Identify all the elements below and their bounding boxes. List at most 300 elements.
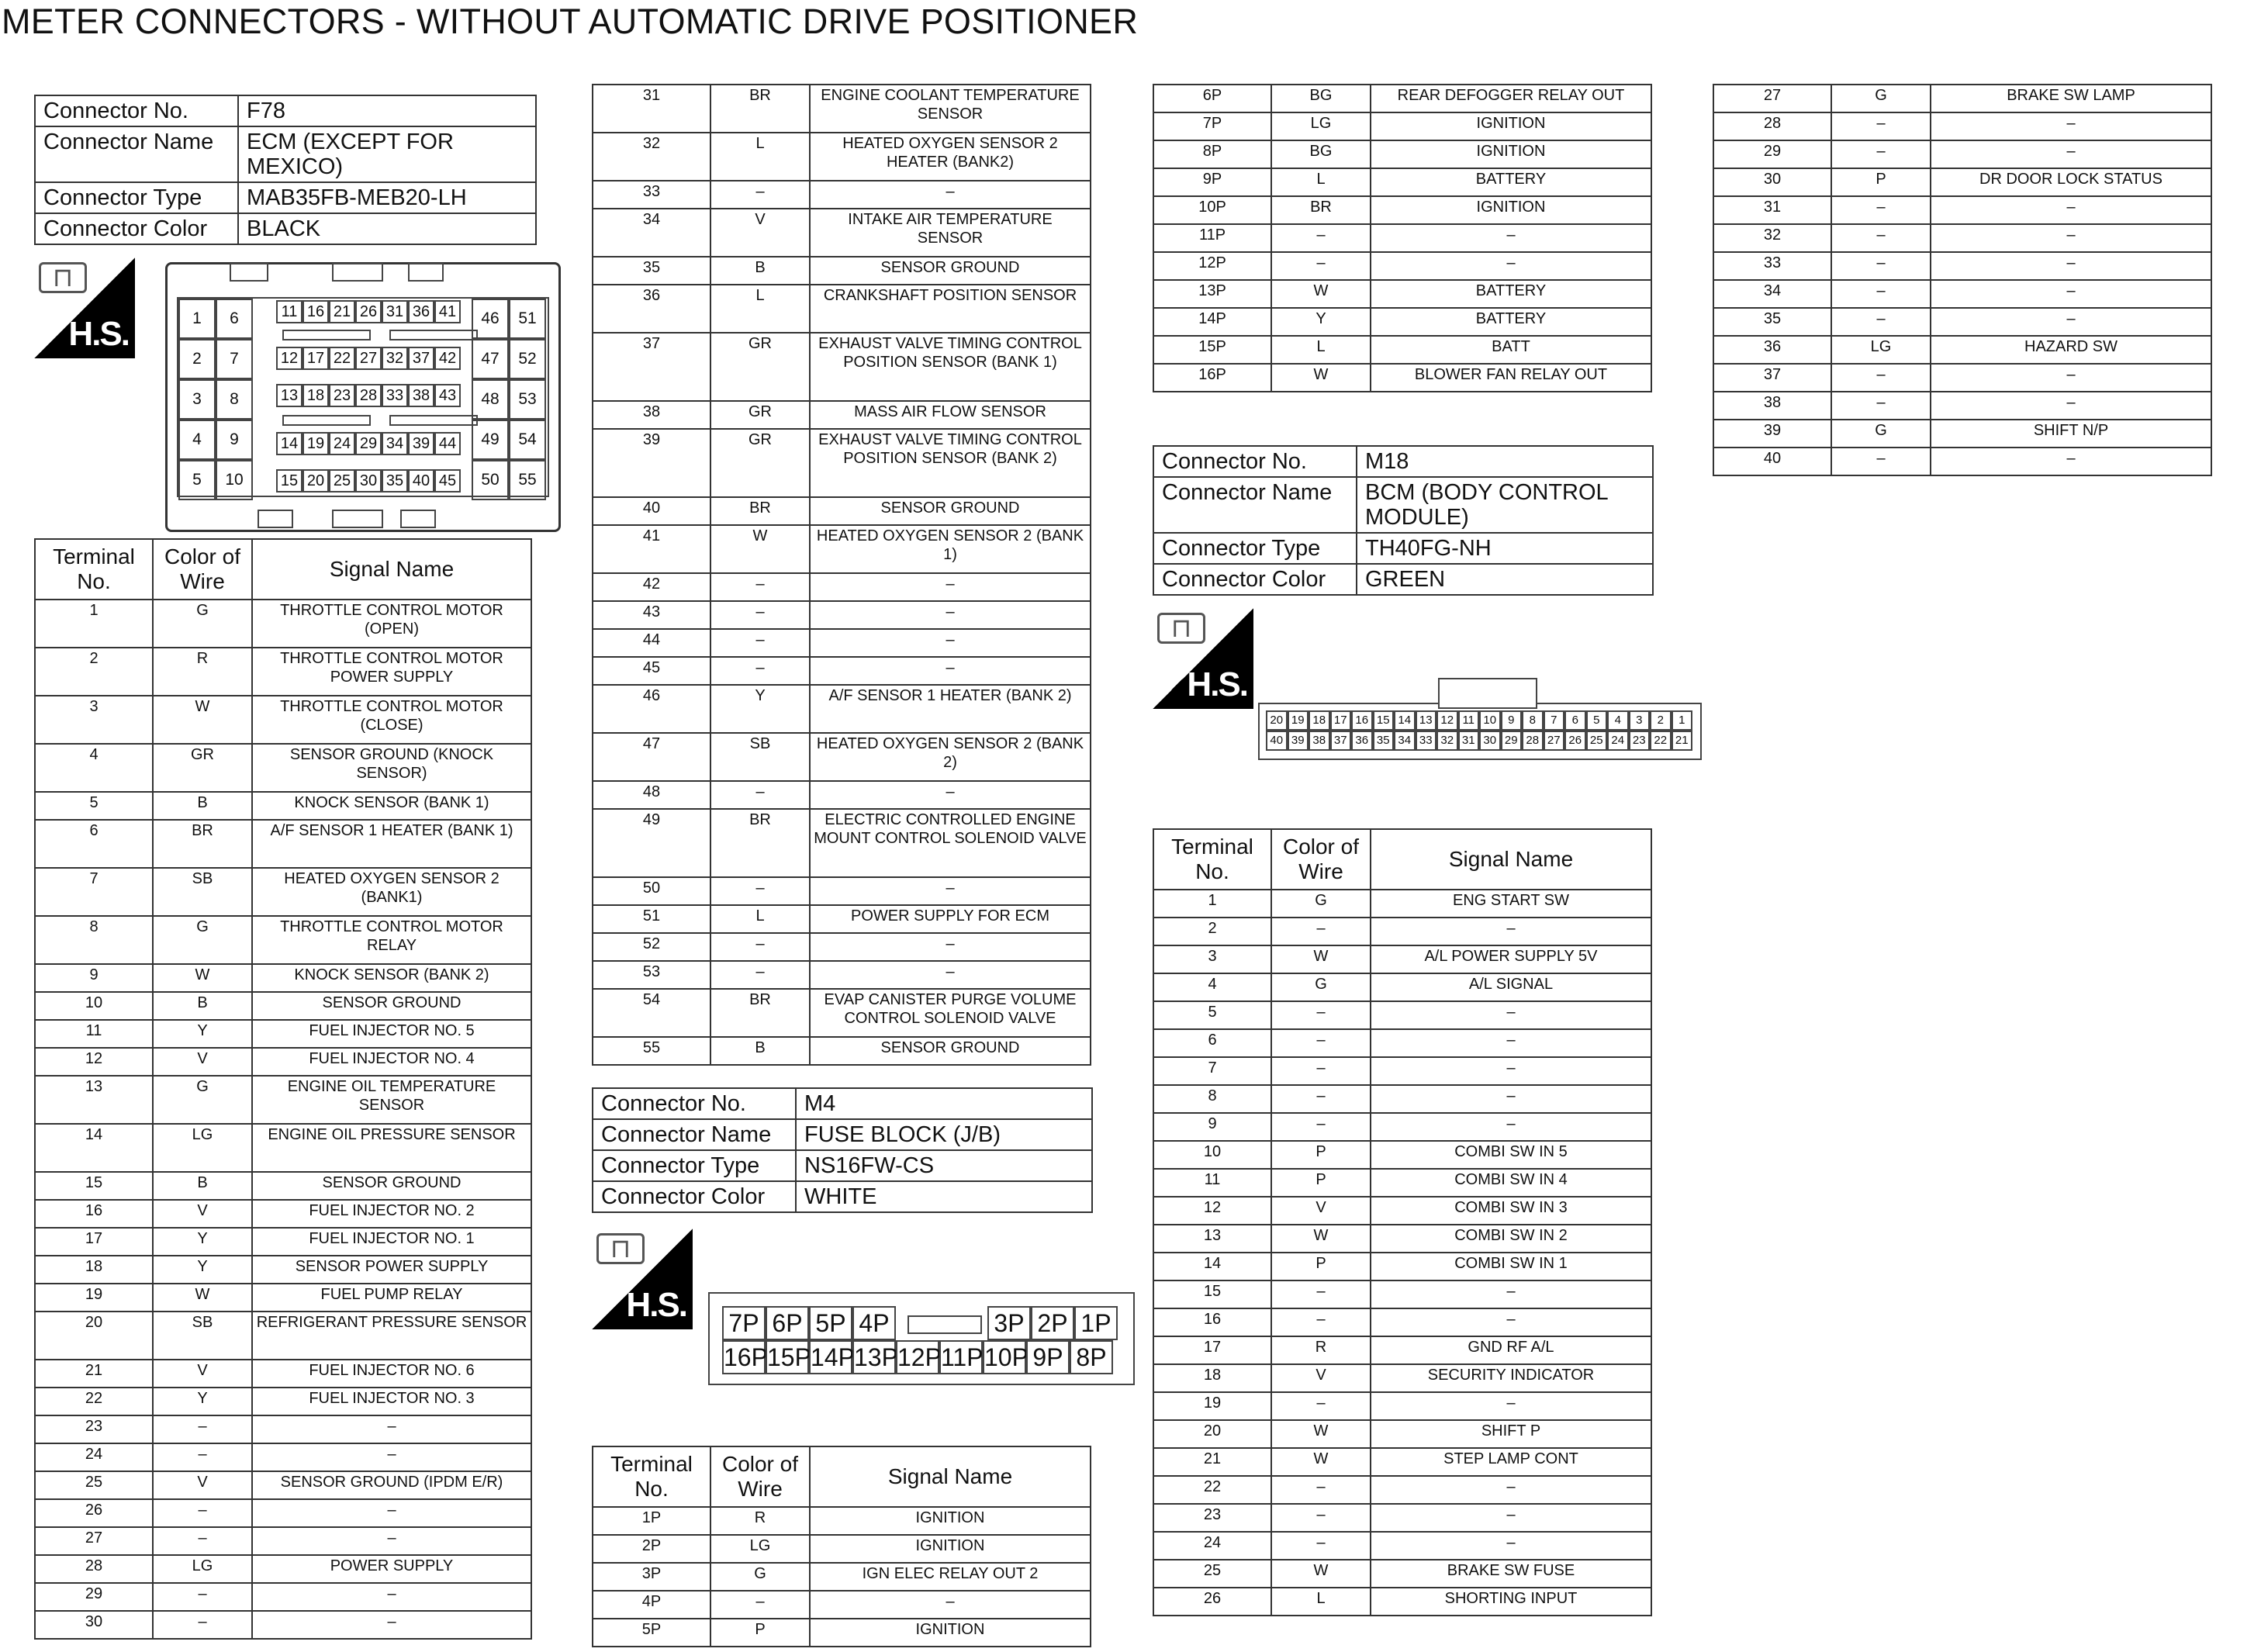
wire-color-cell: – (1271, 1532, 1371, 1560)
terminal-no-cell: 35 (593, 257, 710, 285)
signal-name-cell: – (810, 573, 1091, 601)
wire-color-cell: G (153, 600, 252, 648)
wire-color-cell: – (153, 1415, 252, 1443)
terminal-no-cell: 4 (35, 744, 153, 792)
wire-color-cell: R (153, 648, 252, 696)
page-title: METER CONNECTORS - WITHOUT AUTOMATIC DRIVE POSITIONER (2, 2, 1139, 41)
wire-color-cell: – (1831, 308, 1931, 336)
header-color: Color of Wire (153, 539, 252, 600)
connector-pin: 39 (1288, 731, 1309, 751)
signal-name-cell: SENSOR GROUND (KNOCK SENSOR) (252, 744, 531, 792)
table-row (593, 629, 1091, 657)
m4-info-table: Connector No. M4 Connector Name FUSE BLOCK (J/B) Connector Type NS16FW-CS Connector Color WHITE (592, 1087, 1093, 1213)
terminal-no-cell: 19 (35, 1284, 153, 1312)
wire-color-cell: B (153, 1172, 252, 1200)
signal-name-cell: EXHAUST VALVE TIMING CONTROL POSITION SENSOR (BANK 1) (810, 333, 1091, 401)
wire-color-cell: L (710, 285, 810, 333)
signal-name-cell: THROTTLE CONTROL MOTOR RELAY (252, 916, 531, 964)
signal-name-cell: INTAKE AIR TEMPERATURE SENSOR (810, 209, 1091, 257)
m18-connector-type: TH40FG-NH (1357, 533, 1653, 564)
wire-color-cell: G (1831, 85, 1931, 112)
connector-pin: 55 (509, 460, 546, 500)
wire-color-cell: – (710, 1591, 810, 1619)
table-row (1153, 1448, 1651, 1476)
terminal-no-cell: 28 (1713, 112, 1831, 140)
terminal-no-cell: 15 (1153, 1280, 1271, 1308)
signal-name-cell: – (1931, 140, 2211, 168)
connector-pin: 10P (983, 1340, 1026, 1374)
table-row (1153, 1113, 1651, 1141)
table-row (35, 1076, 531, 1124)
wire-color-cell: SB (710, 733, 810, 781)
wire-color-cell: LG (710, 1535, 810, 1563)
terminal-no-cell: 6 (1153, 1029, 1271, 1057)
table-row (1713, 364, 2211, 392)
wire-color-cell: – (1271, 1029, 1371, 1057)
table-row (1153, 918, 1651, 945)
wire-color-cell: – (1831, 280, 1931, 308)
signal-name-cell: – (1371, 1308, 1651, 1336)
terminal-no-cell: 33 (593, 181, 710, 209)
signal-name-cell: – (252, 1527, 531, 1555)
signal-name-cell: THROTTLE CONTROL MOTOR (CLOSE) (252, 696, 531, 744)
connector-pin: 2 (1650, 710, 1672, 731)
signal-name-cell: HEATED OXYGEN SENSOR 2 (BANK 2) (810, 733, 1091, 781)
terminal-no-cell: 34 (593, 209, 710, 257)
terminal-no-cell: 6P (1153, 85, 1271, 112)
connector-pin: 11 (1458, 710, 1480, 731)
connector-pin: 8 (216, 379, 253, 420)
connector-pin: 25 (329, 469, 355, 492)
wire-color-cell: GR (710, 429, 810, 497)
terminal-no-cell: 9 (35, 964, 153, 992)
wire-color-cell: LG (153, 1555, 252, 1583)
connector-pin: 13P (852, 1340, 896, 1374)
connector-key (282, 330, 371, 340)
signal-name-cell: – (1371, 1029, 1651, 1057)
connector-pin: 14 (1394, 710, 1416, 731)
table-row (1713, 224, 2211, 252)
connector-pin: 19 (303, 432, 329, 455)
connector-pin: 31 (382, 300, 408, 323)
wire-color-cell: Y (153, 1256, 252, 1284)
connector-pin: 27 (1544, 731, 1565, 751)
f78-connector-type: MAB35FB-MEB20-LH (238, 182, 536, 213)
connector-pin: 49 (472, 420, 509, 460)
terminal-no-cell: 17 (35, 1228, 153, 1256)
signal-name-cell: SENSOR POWER SUPPLY (252, 1256, 531, 1284)
table-row (1153, 1588, 1651, 1616)
connector-pin: 15P (766, 1340, 809, 1374)
wire-color-cell: G (1271, 973, 1371, 1001)
terminal-no-cell: 15P (1153, 336, 1271, 364)
wire-color-cell: B (153, 992, 252, 1020)
wire-color-cell: L (1271, 336, 1371, 364)
connector-pin: 24 (1607, 731, 1629, 751)
connector-pin: 23 (1629, 731, 1651, 751)
table-row (35, 1611, 531, 1639)
connector-pin: 37 (408, 347, 434, 370)
signal-name-cell: POWER SUPPLY FOR ECM (810, 905, 1091, 933)
terminal-no-cell: 37 (1713, 364, 1831, 392)
signal-name-cell: – (1371, 1392, 1651, 1420)
table-row (593, 209, 1091, 257)
terminal-no-cell: 10P (1153, 196, 1271, 224)
wire-color-cell: G (1831, 420, 1931, 448)
wire-color-cell: V (153, 1360, 252, 1388)
wire-color-cell: GR (153, 744, 252, 792)
terminal-no-cell: 9P (1153, 168, 1271, 196)
signal-name-cell: – (1371, 1113, 1651, 1141)
terminal-no-cell: 35 (1713, 308, 1831, 336)
signal-name-cell: KNOCK SENSOR (BANK 2) (252, 964, 531, 992)
terminal-no-cell: 11P (1153, 224, 1271, 252)
connector-pin: 38 (1309, 731, 1330, 751)
connector-pin: 21 (1672, 731, 1693, 751)
terminal-no-cell: 8 (35, 916, 153, 964)
signal-name-cell: FUEL INJECTOR NO. 5 (252, 1020, 531, 1048)
connector-pin: 28 (355, 384, 382, 407)
connector-pin: 12P (896, 1340, 939, 1374)
terminal-no-cell: 8P (1153, 140, 1271, 168)
table-row (35, 1020, 531, 1048)
wire-color-cell: G (710, 1563, 810, 1591)
signal-name-cell: HEATED OXYGEN SENSOR 2 HEATER (BANK2) (810, 133, 1091, 181)
table-row (1153, 85, 1651, 112)
wire-color-cell: – (153, 1443, 252, 1471)
terminal-no-cell: 5 (1153, 1001, 1271, 1029)
wire-color-cell: – (710, 573, 810, 601)
terminal-no-cell: 27 (1713, 85, 1831, 112)
wire-color-cell: – (1831, 364, 1931, 392)
table-row (35, 1583, 531, 1611)
table-row (35, 1499, 531, 1527)
signal-name-cell: ENG START SW (1371, 890, 1651, 918)
table-row (1153, 1197, 1651, 1225)
wire-color-cell: – (1271, 1504, 1371, 1532)
connector-pin: 38 (408, 384, 434, 407)
terminal-no-cell: 11 (35, 1020, 153, 1048)
signal-name-cell: – (810, 657, 1091, 685)
signal-name-cell: REAR DEFOGGER RELAY OUT (1371, 85, 1651, 112)
terminal-no-cell: 16 (35, 1200, 153, 1228)
terminal-no-cell: 13 (1153, 1225, 1271, 1253)
connector-pin: 19 (1288, 710, 1309, 731)
f78-connector-name: ECM (EXCEPT FOR MEXICO) (238, 126, 536, 182)
terminal-no-cell: 26 (35, 1499, 153, 1527)
connector-pin: 29 (355, 432, 382, 455)
m4-connector-color: WHITE (796, 1181, 1092, 1212)
m18-info-table: Connector No. M18 Connector Name BCM (BODY CONTROL MODULE) Connector Type TH40FG-NH Connector Color GREEN (1153, 445, 1654, 596)
connector-pin: 1 (1672, 710, 1693, 731)
signal-name-cell: – (1931, 112, 2211, 140)
terminal-no-cell: 17 (1153, 1336, 1271, 1364)
table-row (1153, 224, 1651, 252)
wire-color-cell: LG (1271, 112, 1371, 140)
table-row (593, 989, 1091, 1037)
signal-name-cell: SECURITY INDICATOR (1371, 1364, 1651, 1392)
terminal-no-cell: 38 (1713, 392, 1831, 420)
connector-pin: 41 (434, 300, 461, 323)
wire-color-cell: R (710, 1507, 810, 1535)
wire-color-cell: SB (153, 1312, 252, 1360)
connector-pin: 20 (1266, 710, 1288, 731)
connector-pin: 51 (509, 299, 546, 339)
wire-color-cell: GR (710, 401, 810, 429)
signal-name-cell: A/F SENSOR 1 HEATER (BANK 2) (810, 685, 1091, 733)
terminal-no-cell: 54 (593, 989, 710, 1037)
f78-terminal-table (34, 538, 532, 1640)
signal-name-cell: FUEL INJECTOR NO. 6 (252, 1360, 531, 1388)
connector-pin: 9 (216, 420, 253, 460)
f78-connector-color: BLACK (238, 213, 536, 244)
table-row (35, 1256, 531, 1284)
wire-color-cell: V (153, 1471, 252, 1499)
table-row (593, 1591, 1091, 1619)
connector-pin: 5 (1586, 710, 1608, 731)
signal-name-cell: – (1371, 918, 1651, 945)
signal-name-cell: – (810, 181, 1091, 209)
terminal-no-cell: 42 (593, 573, 710, 601)
wire-color-cell: W (1271, 1420, 1371, 1448)
signal-name-cell: BATT (1371, 336, 1651, 364)
connector-pin: 22 (329, 347, 355, 370)
wire-color-cell: Y (710, 685, 810, 733)
terminal-no-cell: 41 (593, 525, 710, 573)
wire-color-cell: BG (1271, 140, 1371, 168)
signal-name-cell: – (1931, 252, 2211, 280)
table-row (593, 333, 1091, 401)
connector-pin: 33 (382, 384, 408, 407)
terminal-no-cell: 28 (35, 1555, 153, 1583)
table-row (1713, 336, 2211, 364)
wire-color-cell: – (1271, 1308, 1371, 1336)
wire-color-cell: R (1271, 1336, 1371, 1364)
signal-name-cell: IGNITION (810, 1619, 1091, 1647)
signal-name-cell: BATTERY (1371, 168, 1651, 196)
terminal-no-cell: 23 (1153, 1504, 1271, 1532)
connector-key (389, 330, 478, 340)
connector-pin: 40 (408, 469, 434, 492)
connector-pin: 15 (1373, 710, 1395, 731)
wire-color-cell: W (1271, 945, 1371, 973)
table-row (1153, 168, 1651, 196)
connector-pin: 2P (1031, 1306, 1074, 1340)
connector-pin: 17 (303, 347, 329, 370)
connector-pin: 13 (276, 384, 303, 407)
terminal-no-cell: 36 (1713, 336, 1831, 364)
wire-color-cell: L (1271, 168, 1371, 196)
connector-pin: 18 (303, 384, 329, 407)
connector-latch (332, 263, 383, 282)
table-row (593, 181, 1091, 209)
table-row (593, 1619, 1091, 1647)
table-row (1713, 85, 2211, 112)
wire-color-cell: BR (1271, 196, 1371, 224)
table-row (1153, 1057, 1651, 1085)
connector-pin: 3 (1629, 710, 1651, 731)
signal-name-cell: COMBI SW IN 4 (1371, 1169, 1651, 1197)
table-row (593, 497, 1091, 525)
wire-color-cell: – (1831, 112, 1931, 140)
f78-connector-no: F78 (238, 95, 536, 126)
signal-name-cell: IGNITION (810, 1535, 1091, 1563)
connector-pin: 39 (408, 432, 434, 455)
table-row (35, 600, 531, 648)
table-row (593, 1037, 1091, 1065)
wire-color-cell: – (710, 657, 810, 685)
connector-pin: 15 (276, 469, 303, 492)
wire-color-cell: – (1271, 252, 1371, 280)
terminal-no-cell: 14P (1153, 308, 1271, 336)
label-connector-type: Connector Type (35, 182, 238, 213)
signal-name-cell: ELECTRIC CONTROLLED ENGINE MOUNT CONTROL SOLENOID VALVE (810, 809, 1091, 877)
connector-pin: 17 (1330, 710, 1352, 731)
connector-pin: 14 (276, 432, 303, 455)
signal-name-cell: – (1371, 1532, 1651, 1560)
wire-color-cell: Y (153, 1020, 252, 1048)
hs-harness-side-icon: ⊓ H.S. (592, 1229, 693, 1329)
signal-name-cell: – (252, 1443, 531, 1471)
connector-pin: 27 (355, 347, 382, 370)
signal-name-cell: KNOCK SENSOR (BANK 1) (252, 792, 531, 820)
terminal-no-cell: 3P (593, 1563, 710, 1591)
table-row (1153, 973, 1651, 1001)
connector-pin: 42 (434, 347, 461, 370)
signal-name-cell: BRAKE SW LAMP (1931, 85, 2211, 112)
m4-terminal-table-continued (1153, 84, 1652, 392)
signal-name-cell: THROTTLE CONTROL MOTOR POWER SUPPLY (252, 648, 531, 696)
terminal-no-cell: 21 (1153, 1448, 1271, 1476)
signal-name-cell: BATTERY (1371, 280, 1651, 308)
connector-pin: 36 (408, 300, 434, 323)
wire-color-cell: – (710, 961, 810, 989)
signal-name-cell: SHORTING INPUT (1371, 1588, 1651, 1616)
signal-name-cell: MASS AIR FLOW SENSOR (810, 401, 1091, 429)
terminal-no-cell: 14 (35, 1124, 153, 1172)
m18-connector-diagram (1258, 703, 1702, 760)
signal-name-cell: – (1371, 1504, 1651, 1532)
terminal-no-cell: 40 (1713, 448, 1831, 475)
connector-pin: 20 (303, 469, 329, 492)
wire-color-cell: – (1831, 140, 1931, 168)
wire-color-cell: V (1271, 1197, 1371, 1225)
terminal-no-cell: 25 (1153, 1560, 1271, 1588)
signal-name-cell: COMBI SW IN 1 (1371, 1253, 1651, 1280)
wire-color-cell: V (1271, 1364, 1371, 1392)
wire-color-cell: – (153, 1527, 252, 1555)
terminal-no-cell: 25 (35, 1471, 153, 1499)
wire-color-cell: L (710, 905, 810, 933)
table-row (35, 696, 531, 744)
m18-connector-name: BCM (BODY CONTROL MODULE) (1357, 477, 1653, 533)
table-row (593, 285, 1091, 333)
table-row (35, 868, 531, 916)
signal-name-cell: – (252, 1499, 531, 1527)
wire-color-cell: P (1271, 1169, 1371, 1197)
signal-name-cell: DR DOOR LOCK STATUS (1931, 168, 2211, 196)
terminal-no-cell: 31 (593, 85, 710, 133)
signal-name-cell: A/L SIGNAL (1371, 973, 1651, 1001)
signal-name-cell: ENGINE OIL TEMPERATURE SENSOR (252, 1076, 531, 1124)
terminal-no-cell: 27 (35, 1527, 153, 1555)
connector-pin: 4 (1607, 710, 1629, 731)
wire-color-cell: BG (1271, 85, 1371, 112)
terminal-no-cell: 8 (1153, 1085, 1271, 1113)
connector-pin: 1 (178, 299, 216, 339)
table-row (35, 1471, 531, 1499)
connector-pin: 3 (178, 379, 216, 420)
table-row (1713, 112, 2211, 140)
terminal-no-cell: 22 (35, 1388, 153, 1415)
f78-info-table (34, 95, 537, 245)
wire-color-cell: P (1831, 168, 1931, 196)
wire-color-cell: G (1271, 890, 1371, 918)
wire-color-cell: – (1271, 1476, 1371, 1504)
signal-name-cell: – (252, 1583, 531, 1611)
terminal-no-cell: 12P (1153, 252, 1271, 280)
connector-pin: 7P (722, 1306, 766, 1340)
table-row (593, 781, 1091, 809)
connector-pin: 12 (276, 347, 303, 370)
connector-pin: 34 (1394, 731, 1416, 751)
terminal-no-cell: 29 (1713, 140, 1831, 168)
signal-name-cell: COMBI SW IN 5 (1371, 1141, 1651, 1169)
signal-name-cell: THROTTLE CONTROL MOTOR (OPEN) (252, 600, 531, 648)
connector-pin: 50 (472, 460, 509, 500)
table-row (35, 916, 531, 964)
signal-name-cell: ENGINE OIL PRESSURE SENSOR (252, 1124, 531, 1172)
wire-color-cell: G (153, 1076, 252, 1124)
connector-latch (408, 263, 444, 282)
signal-name-cell: – (1931, 224, 2211, 252)
label-connector-no: Connector No. (35, 95, 238, 126)
table-row (1713, 252, 2211, 280)
signal-name-cell: EVAP CANISTER PURGE VOLUME CONTROL SOLENOID VALVE (810, 989, 1091, 1037)
terminal-no-cell: 10 (35, 992, 153, 1020)
connector-pin: 6 (216, 299, 253, 339)
connector-pin: 25 (1586, 731, 1608, 751)
connector-key (389, 415, 478, 426)
wire-color-cell: – (710, 629, 810, 657)
connector-pin: 3P (987, 1306, 1031, 1340)
connector-pin: 32 (1436, 731, 1458, 751)
connector-pin: 5P (809, 1306, 852, 1340)
connector-housing (177, 297, 549, 497)
wire-color-cell: BR (710, 989, 810, 1037)
signal-name-cell: SHIFT N/P (1931, 420, 2211, 448)
wire-color-cell: W (710, 525, 810, 573)
wire-color-cell: BR (710, 809, 810, 877)
signal-name-cell: REFRIGERANT PRESSURE SENSOR (252, 1312, 531, 1360)
wire-color-cell: Y (1271, 308, 1371, 336)
table-row (1153, 1169, 1651, 1197)
wire-color-cell: P (1271, 1141, 1371, 1169)
signal-name-cell: SENSOR GROUND (810, 497, 1091, 525)
signal-name-cell: FUEL INJECTOR NO. 4 (252, 1048, 531, 1076)
table-row (35, 648, 531, 696)
connector-pin: 16 (303, 300, 329, 323)
connector-icon: ⊓ (1157, 613, 1205, 644)
wire-color-cell: W (153, 1284, 252, 1312)
signal-name-cell: IGNITION (1371, 196, 1651, 224)
table-row (1153, 1476, 1651, 1504)
connector-pin: 2 (178, 339, 216, 379)
table-row (35, 1555, 531, 1583)
table-row (1153, 1336, 1651, 1364)
m4-connector-no: M4 (796, 1088, 1092, 1119)
connector-pin: 6P (766, 1306, 809, 1340)
